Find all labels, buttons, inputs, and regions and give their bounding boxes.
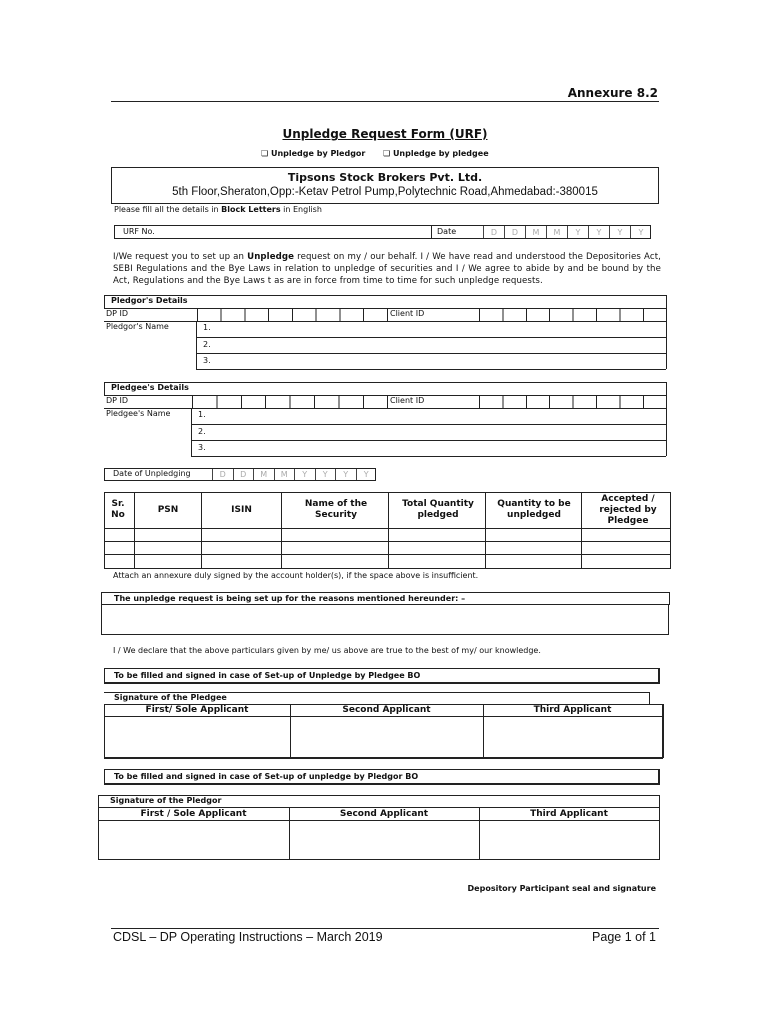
reasons-heading: The unpledge request is being set up for the reasons mentioned hereunder: –	[114, 594, 466, 603]
urf-no-input[interactable]	[195, 226, 425, 238]
pledgor-applicant-third: Third Applicant	[530, 808, 608, 819]
pledgor-dp-id-boxes[interactable]	[197, 308, 388, 321]
urf-no-label: URF No.	[123, 227, 155, 236]
instruction-emphasis: Block Letters	[221, 205, 281, 214]
instruction-suffix: in English	[280, 205, 322, 214]
pledgor-signature-title: Signature of the Pledgor	[110, 796, 222, 805]
pledgee-signature-second[interactable]	[291, 717, 482, 756]
pledgor-dp-id-label: DP ID	[106, 309, 129, 318]
footer-page: Page 1 of 1	[592, 930, 656, 944]
unpledge-options	[261, 149, 489, 158]
pledgor-signature-block	[98, 795, 660, 860]
pledgor-signature-third[interactable]	[480, 821, 658, 858]
header-rule	[111, 101, 659, 102]
rule	[485, 492, 486, 569]
date-box[interactable]: D	[212, 469, 233, 480]
pledgee-applicant-second: Second Applicant	[342, 705, 431, 715]
reasons-input[interactable]	[101, 605, 669, 635]
rule	[662, 704, 664, 758]
rule	[191, 456, 666, 457]
request-emphasis: Unpledge	[247, 252, 295, 262]
option-pledgee-label: Unpledge by pledgee	[392, 149, 489, 158]
col-header-sr-no: Sr. No	[111, 499, 125, 520]
date-label: Date	[437, 227, 457, 236]
rule	[281, 492, 282, 569]
pledgor-signature-first[interactable]	[99, 821, 288, 858]
urf-date-boxes[interactable]	[483, 226, 651, 238]
option-pledgor-label: Unpledge by Pledgor	[270, 149, 366, 158]
pledgee-details	[104, 382, 667, 457]
pledgor-applicant-first: First / Sole Applicant	[140, 808, 247, 819]
pledgee-bo-heading: To be filled and signed in case of Set-up of Unpledge by Pledgee BO	[114, 671, 421, 680]
pledgee-signature-first[interactable]	[105, 717, 289, 756]
pledgee-signature-block	[104, 692, 663, 758]
date-box[interactable]: Y	[335, 469, 356, 480]
date-of-unpledging-label: Date of Unpledging	[113, 469, 191, 478]
request-prefix: I/We request you to set up an	[113, 252, 248, 262]
declaration: I / We declare that the above particulars given by me/ us above are true to the best of my/ our knowledge.	[113, 646, 541, 655]
rule	[196, 321, 197, 369]
securities-table	[104, 492, 671, 569]
date-box[interactable]: Y	[609, 226, 630, 238]
pledgor-name-line[interactable]: 3.	[203, 356, 211, 365]
rule	[666, 382, 667, 456]
unpledging-date-boxes[interactable]	[212, 469, 376, 480]
rule	[104, 382, 105, 395]
date-box[interactable]: M	[274, 469, 295, 480]
pledgee-applicant-first: First/ Sole Applicant	[145, 705, 249, 715]
col-header-total-quantity: Total Quantity pledged	[402, 499, 474, 520]
date-box[interactable]: M	[253, 469, 274, 480]
request-paragraph	[113, 251, 661, 287]
annexure-label: Annexure 8.2	[567, 86, 658, 100]
pledgee-signature-title: Signature of the Pledgee	[114, 693, 227, 702]
checkbox-pledgor-icon[interactable]: ❏	[261, 149, 269, 158]
date-box[interactable]: D	[483, 226, 504, 238]
rule	[104, 295, 105, 308]
pledgee-name-line[interactable]: 3.	[198, 443, 206, 452]
rule	[191, 424, 666, 425]
rule	[191, 408, 192, 456]
rule	[581, 492, 582, 569]
footer-rule	[111, 928, 659, 929]
attach-note: Attach an annexure duly signed by the account holder(s), if the space above is insufficient.	[113, 571, 479, 580]
reasons-heading-box	[101, 592, 670, 605]
date-box[interactable]: Y	[356, 469, 377, 480]
rule	[104, 408, 666, 409]
date-box[interactable]: Y	[567, 226, 588, 238]
col-header-accepted-rejected: Accepted / rejected by Pledgee	[599, 493, 657, 526]
pledgor-client-id-label: Client ID	[390, 309, 425, 318]
date-box[interactable]: Y	[630, 226, 651, 238]
date-box[interactable]: Y	[588, 226, 609, 238]
footer-left: CDSL – DP Operating Instructions – March 2019	[113, 930, 383, 944]
rule	[191, 440, 666, 441]
pledgee-signature-third[interactable]	[484, 717, 661, 756]
dp-seal-label: Depository Participant seal and signature	[467, 884, 656, 893]
block-letters-instruction	[114, 205, 322, 214]
pledgee-bo-heading-box	[104, 668, 660, 684]
pledgor-name-label: Pledgor's Name	[106, 322, 169, 331]
rule	[98, 859, 659, 860]
pledgee-name-line[interactable]: 1.	[198, 410, 206, 419]
pledgee-heading: Pledgee's Details	[111, 383, 189, 392]
request-suffix: request on my / our behalf. I / We have read and understood the Depositories Act, SEBI Regulations and the Bye Laws in relation to unpledge of securities and I / We agree to abide by and be bound by the Act, Regulations and the Bye Laws t as are in force from time to time for such unpledge requests.	[113, 252, 661, 286]
pledgor-signature-second[interactable]	[290, 821, 478, 858]
checkbox-pledgee-icon[interactable]: ❏	[382, 149, 391, 158]
pledgee-client-id-label: Client ID	[390, 396, 425, 405]
date-box[interactable]: D	[233, 469, 254, 480]
col-header-security-name: Name of the Security	[304, 499, 368, 520]
pledgor-applicant-second: Second Applicant	[339, 808, 429, 819]
pledgor-bo-heading: To be filled and signed in case of Set-up of unpledge by Pledgor BO	[114, 772, 419, 781]
pledgor-client-id-boxes[interactable]	[479, 308, 667, 321]
date-box[interactable]: D	[504, 226, 525, 238]
pledgor-name-line[interactable]: 1.	[203, 323, 211, 332]
company-name: Tipsons Stock Brokers Pvt. Ltd.	[287, 171, 483, 184]
rule	[104, 757, 663, 759]
instruction-prefix: Please fill all the details in	[114, 205, 222, 214]
urf-row	[114, 225, 651, 239]
date-box[interactable]: M	[525, 226, 546, 238]
col-header-isin: ISIN	[231, 504, 252, 515]
rule	[196, 353, 666, 354]
col-header-psn: PSN	[157, 504, 179, 515]
date-box[interactable]: Y	[294, 469, 315, 480]
date-of-unpledging-row	[104, 468, 376, 481]
pledgee-dp-id-boxes[interactable]	[192, 395, 388, 408]
company-box	[111, 167, 659, 204]
pledgor-heading: Pledgor's Details	[111, 296, 188, 305]
form-title: Unpledge Request Form (URF)	[282, 127, 488, 141]
col-header-quantity-unpledged: Quantity to be unpledged	[497, 499, 571, 520]
date-box[interactable]: Y	[315, 469, 336, 480]
pledgor-name-line[interactable]: 2.	[203, 340, 211, 349]
rule	[104, 321, 666, 322]
urf-divider	[431, 226, 432, 238]
date-box[interactable]: M	[546, 226, 567, 238]
pledgor-bo-heading-box	[104, 769, 660, 785]
pledgee-dp-id-label: DP ID	[106, 396, 129, 405]
pledgee-name-line[interactable]: 2.	[198, 427, 206, 436]
rule	[196, 369, 666, 370]
rule	[659, 795, 660, 860]
company-address: 5th Floor,Sheraton,Opp:-Ketav Petrol Pump,Polytechnic Road,Ahmedabad:-380015	[172, 186, 598, 198]
pledgor-details	[104, 295, 667, 370]
pledgee-client-id-boxes[interactable]	[479, 395, 667, 408]
pledgee-applicant-third: Third Applicant	[533, 705, 612, 715]
rule	[196, 337, 666, 338]
rule	[104, 295, 666, 296]
pledgee-name-label: Pledgee's Name	[106, 409, 171, 418]
rule	[388, 492, 389, 569]
rule	[666, 295, 667, 369]
